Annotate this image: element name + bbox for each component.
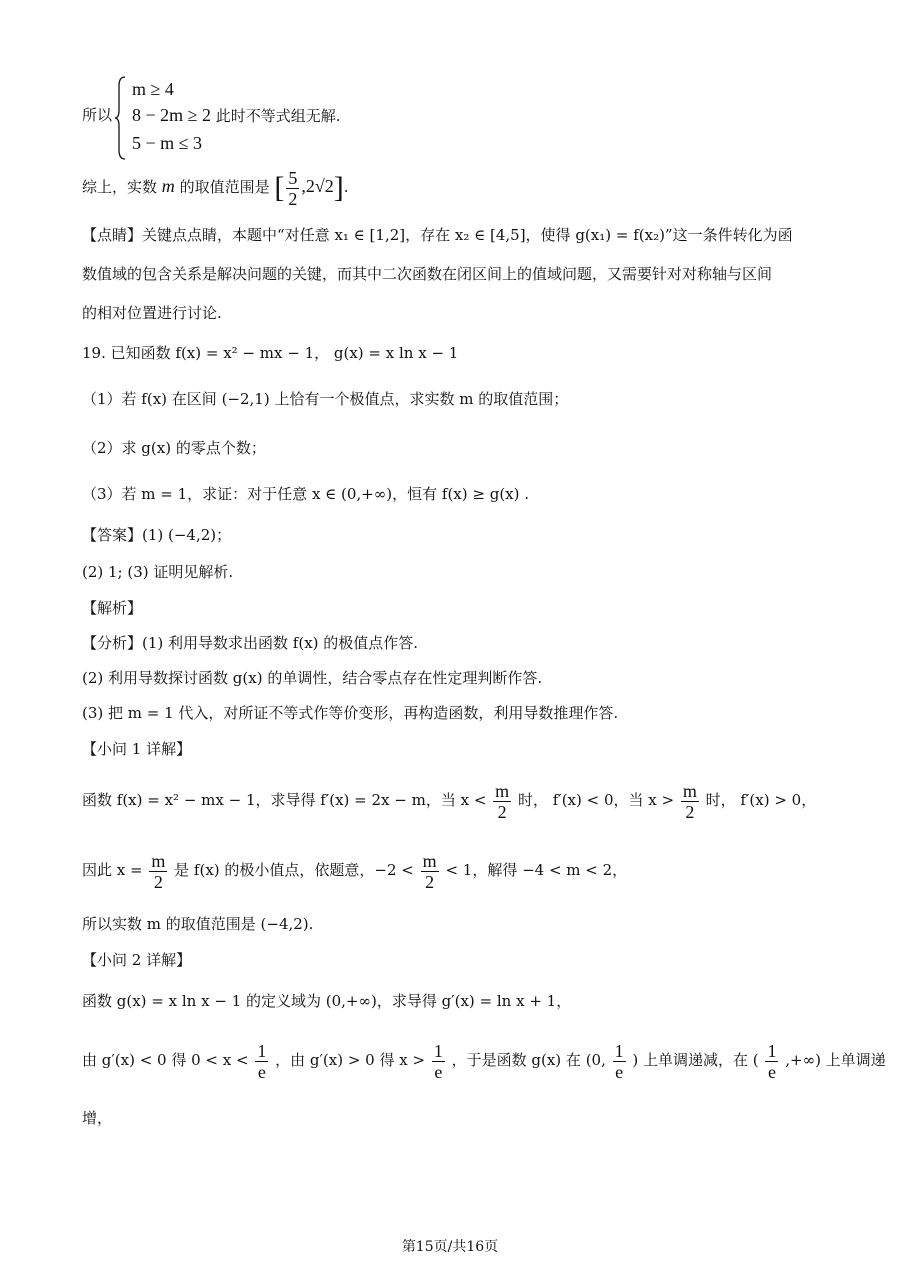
fraction-numerator: m — [151, 850, 166, 871]
analysis-line-3: (3) 把 m = 1 代入，对所证不等式作等价变形，再构造函数，利用导数推理作答. — [82, 704, 619, 722]
sub2-line-2-a: 由 g′(x) < 0 得 0 < x < — [82, 1051, 249, 1069]
sub2-line-2-d: ) 上单调递减，在 ( — [632, 1051, 759, 1069]
left-bracket: [ — [274, 171, 285, 204]
left-brace — [114, 76, 126, 160]
fraction-denominator: 2 — [425, 871, 435, 892]
fraction-denominator: 2 — [153, 871, 163, 892]
fraction-denominator: e — [767, 1061, 776, 1082]
summary-text-2: 的取值范围是 — [179, 178, 270, 196]
right-bracket: ] — [333, 171, 344, 204]
fraction-numerator: m — [682, 780, 697, 801]
fraction-denominator: e — [257, 1061, 266, 1082]
sub2-fraction-d — [765, 1041, 778, 1082]
comment-line-3: 的相对位置进行讨论. — [82, 304, 222, 322]
fraction-denominator: e — [615, 1061, 624, 1082]
fraction-denominator: 2 — [685, 801, 695, 822]
system-row-3: 5 − m ≤ 3 — [132, 133, 203, 153]
sub1-line-1-c: 时， f′(x) > 0， — [705, 791, 817, 809]
fraction-numerator: 1 — [614, 1040, 624, 1061]
question-1: （1）若 f(x) 在区间 (−2,1) 上恰有一个极值点，求实数 m 的取值范围； — [82, 390, 569, 408]
summary-end: . — [343, 178, 349, 196]
sub1-line-2 — [82, 850, 627, 892]
answer-line-1: 【答案】(1) (−4,2)； — [82, 526, 232, 544]
comment-line-2: 数值域的包含关系是解决问题的关键，而其中二次函数在闭区间上的值域问题，又需要针对对称轴与区间 — [82, 265, 773, 283]
summary-line — [82, 166, 349, 209]
sub2-line-2 — [82, 1040, 886, 1082]
system-prefix: 所以 — [82, 106, 113, 124]
system-row-2-suffix: 此时不等式组无解. — [211, 107, 341, 125]
sub2-line-3: 增， — [82, 1109, 113, 1127]
sub1-line-3: 所以实数 m 的取值范围是 (−4,2). — [82, 915, 314, 933]
page-footer: 第15页/共16页 — [401, 1239, 499, 1255]
sub2-header: 【小问 2 详解】 — [82, 951, 192, 969]
fraction-denominator: 2 — [288, 188, 298, 209]
fraction-numerator: 1 — [257, 1040, 267, 1061]
summary-text: 综上，实数 — [82, 178, 158, 196]
analysis-line-1: 【分析】(1) 利用导数求出函数 f(x) 的极值点作答. — [82, 634, 419, 652]
sub1-fraction-a — [493, 781, 511, 822]
sub1-fraction-c — [149, 851, 167, 892]
question-3: （3）若 m = 1，求证：对于任意 x ∈ (0,+∞)，恒有 f(x) ≥ g(x) . — [82, 485, 530, 503]
sub2-line-2-e: ,+∞) 上单调递 — [785, 1051, 886, 1069]
fraction-numerator: 1 — [767, 1040, 777, 1061]
sub2-fraction-a — [255, 1041, 268, 1082]
system-row-1: m ≥ 4 — [132, 79, 174, 99]
fraction-numerator: m — [495, 780, 510, 801]
fraction-numerator: 5 — [288, 167, 298, 188]
sub1-fraction-d — [421, 851, 439, 892]
sub1-line-2-b: 是 f(x) 的极小值点，依题意，−2 < — [174, 861, 414, 879]
sub1-line-1-b: 时， f′(x) < 0，当 x > — [517, 791, 675, 809]
summary-fraction — [286, 168, 299, 209]
fraction-numerator: 1 — [433, 1040, 443, 1061]
question-2: （2）求 g(x) 的零点个数； — [82, 439, 266, 457]
sub2-line-2-c: ，于是函数 g(x) 在 (0, — [451, 1051, 606, 1069]
analysis-header: 【解析】 — [82, 599, 143, 617]
answer-line-2: (2) 1; (3) 证明见解析. — [82, 563, 234, 581]
sub2-fraction-b — [432, 1041, 445, 1082]
fraction-denominator: 2 — [497, 801, 507, 822]
summary-var: m — [161, 176, 175, 196]
system-row-2-math: 8 − 2m ≥ 2 — [132, 105, 212, 125]
system-row-2 — [132, 104, 341, 127]
sub1-fraction-b — [681, 781, 699, 822]
analysis-line-2: (2) 利用导数探讨函数 g(x) 的单调性，结合零点存在性定理判断作答. — [82, 669, 543, 687]
sub1-line-2-a: 因此 x = — [82, 861, 143, 879]
summary-rest: ,2√2 — [301, 176, 334, 196]
sub1-line-1-a: 函数 f(x) = x² − mx − 1，求导得 f′(x) = 2x − m，当 x < — [82, 791, 487, 809]
sub2-line-2-b: ，由 g′(x) > 0 得 x > — [275, 1051, 426, 1069]
fraction-denominator: e — [434, 1061, 443, 1082]
sub1-line-2-c: < 1，解得 −4 < m < 2， — [445, 861, 628, 879]
fraction-numerator: m — [422, 850, 437, 871]
sub2-line-1: 函数 g(x) = x ln x − 1 的定义域为 (0,+∞)，求导得 g′(x) = ln x + 1， — [82, 992, 572, 1010]
sub1-header: 【小问 1 详解】 — [82, 740, 192, 758]
comment-line-1: 【点睛】关键点点睛，本题中“对任意 x₁ ∈ [1,2]，存在 x₂ ∈ [4,5]，使得 g(x₁) = f(x₂)”这一条件转化为函 — [82, 226, 793, 244]
sub2-fraction-c — [613, 1041, 626, 1082]
problem-stem: 19. 已知函数 f(x) = x² − mx − 1， g(x) = x ln x − 1 — [82, 344, 459, 362]
sub1-line-1 — [82, 780, 816, 822]
